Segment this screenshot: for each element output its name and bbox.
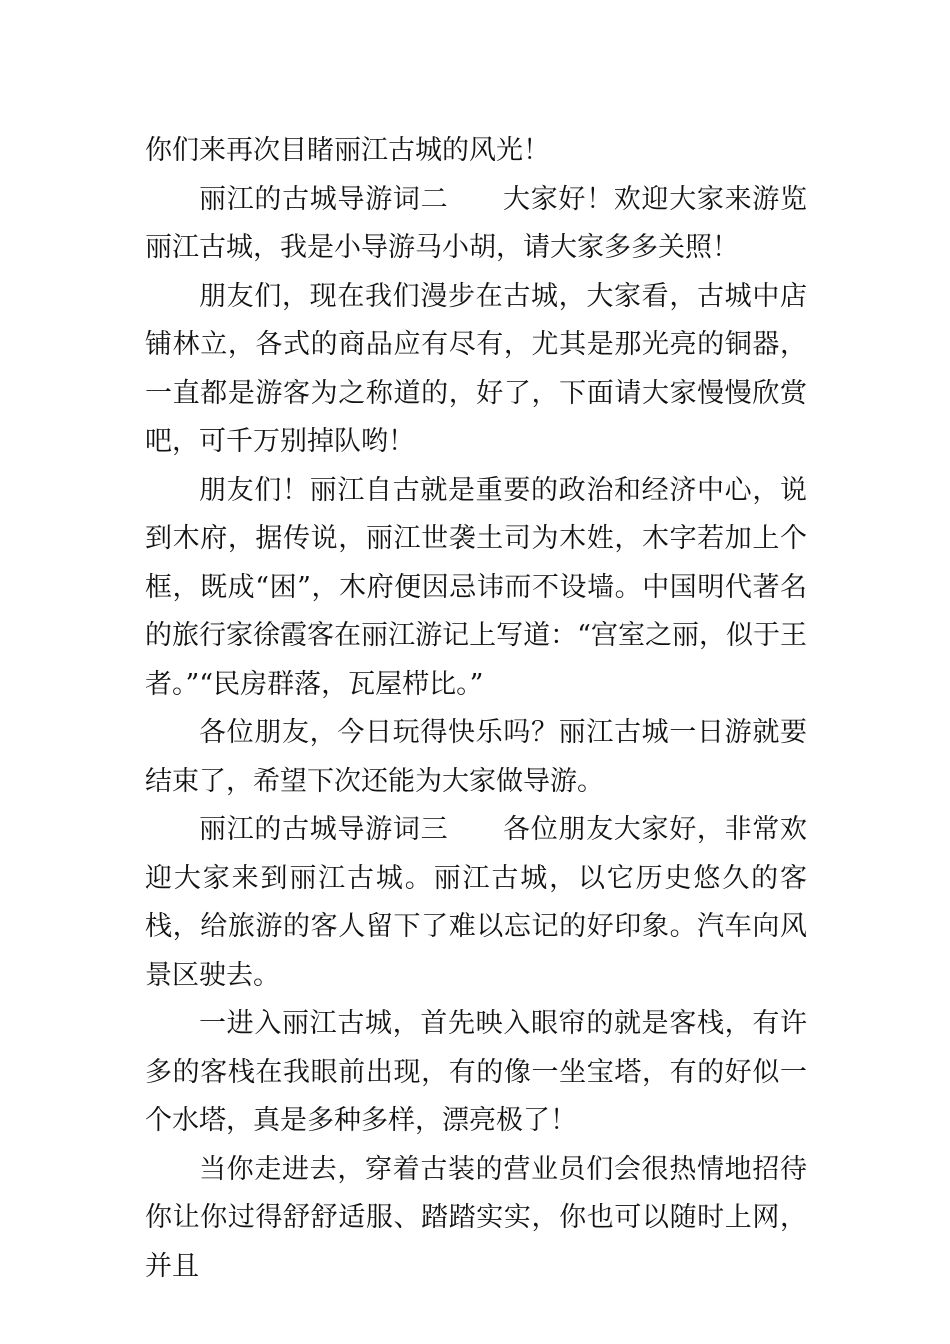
paragraph-1 bbox=[145, 127, 807, 176]
section-heading-2: 丽江的古城导游词二 bbox=[199, 183, 449, 215]
paragraph-2 bbox=[145, 176, 807, 273]
paragraph-7-text: 一进入丽江古城，首先映入眼帘的就是客栈，有许多的客栈在我眼前出现，有的像一坐宝塔，有的好似一个水塔，真是多种多样，漂亮极了！ bbox=[145, 1008, 807, 1136]
document-body bbox=[145, 127, 807, 1291]
paragraph-8 bbox=[145, 1146, 807, 1292]
paragraph-3-text: 朋友们，现在我们漫步在古城，大家看，古城中店铺林立，各式的商品应有尽有，尤其是那光亮的铜器，一直都是游客为之称道的，好了，下面请大家慢慢欣赏吧，可千万别掉队哟！ bbox=[145, 280, 807, 457]
paragraph-1-text: 你们来再次目睹丽江古城的风光！ bbox=[145, 135, 550, 166]
paragraph-5-text: 各位朋友，今日玩得快乐吗？丽江古城一日游就要结束了，希望下次还能为大家做导游。 bbox=[145, 717, 807, 797]
paragraph-4 bbox=[145, 467, 807, 710]
paragraph-2-text: 大家好！欢迎大家来游览丽江古城，我是小导游马小胡，请大家多多关照！ bbox=[145, 183, 808, 263]
paragraph-4-text: 朋友们！丽江自古就是重要的政治和经济中心，说到木府，据传说，丽江世袭土司为木姓，木字若加上个框，既成“困”，木府便因忌讳而不设墙。中国明代著名的旅行家徐霞客在丽江游记上写道：“宫室之丽，似于王者。”“民房群落，瓦屋栉比。” bbox=[145, 474, 807, 700]
paragraph-7 bbox=[145, 1000, 807, 1146]
paragraph-6-text: 各位朋友大家好，非常欢迎大家来到丽江古城。丽江古城，以它历史悠久的客栈，给旅游的客人留下了难以忘记的好印象。汽车向风景区驶去。 bbox=[145, 814, 808, 991]
section-heading-3: 丽江的古城导游词三 bbox=[199, 814, 449, 845]
paragraph-3 bbox=[145, 273, 807, 467]
paragraph-8-text: 当你走进去，穿着古装的营业员们会很热情地招待你让你过得舒舒适服、踏踏实实，你也可以随时上网，并且 bbox=[145, 1153, 807, 1282]
paragraph-6 bbox=[145, 806, 807, 1000]
paragraph-5 bbox=[145, 709, 807, 806]
